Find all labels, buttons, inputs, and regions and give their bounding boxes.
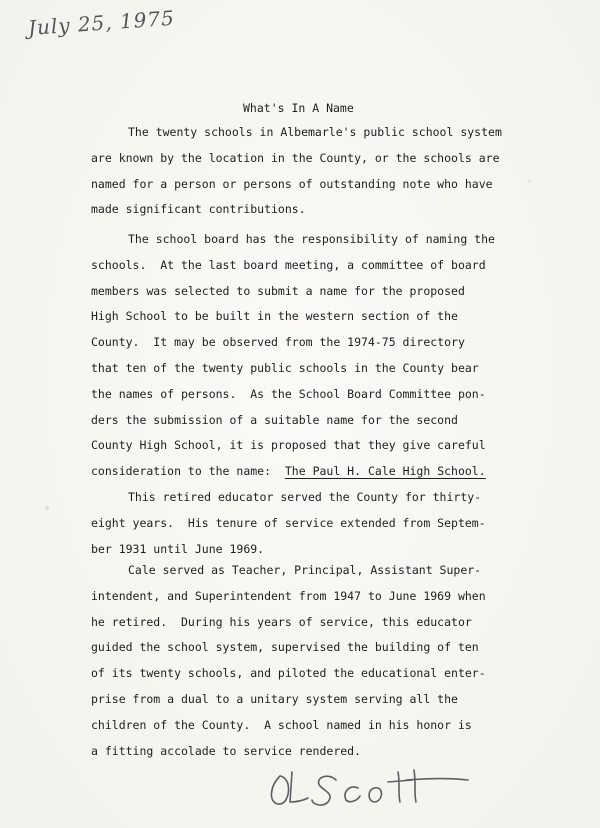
text-line: members was selected to submit a name for the proposed: [91, 283, 465, 298]
text-line: County High School, it is proposed that they give careful: [91, 438, 486, 453]
text-segment: consideration to the name:: [91, 464, 285, 479]
text-line: schools. At the last board meeting, a committee of board: [91, 257, 486, 272]
text-line: High School to be built in the western section of the: [91, 309, 458, 324]
paper-speck: [528, 180, 531, 183]
text-line: This retired educator served the County for thirty-: [128, 490, 482, 504]
text-line: County. It may be observed from the 1974-75 directory: [91, 335, 465, 350]
text-line: prise from a dual to a unitary system serving all the: [91, 691, 458, 706]
text-line: are known by the location in the County, or the schools are: [91, 150, 500, 165]
paper-speck: [45, 506, 49, 510]
text-line: a fitting accolade to service rendered.: [91, 743, 362, 758]
document-title: What's In A Name: [243, 101, 354, 115]
paragraph-2: [91, 227, 521, 485]
text-line: ders the submission of a suitable name for the second: [91, 412, 458, 427]
text-line: ber 1931 until June 1969.: [91, 541, 265, 556]
text-line: The school board has the responsibility of naming the: [128, 232, 495, 246]
proposed-school-name: The Paul H. Cale High School.: [284, 464, 486, 479]
text-line: intendent, and Superintendent from 1947 to June 1969 when: [91, 588, 486, 603]
text-line: made significant contributions.: [91, 202, 306, 217]
paragraph-1: [91, 120, 521, 223]
paragraph-4: [91, 558, 521, 764]
text-line: the names of persons. As the School Board Committee pon-: [91, 386, 486, 401]
text-line: named for a person or persons of outstanding note who have: [91, 176, 493, 191]
text-line: guided the school system, supervised the building of ten: [91, 640, 479, 655]
text-line: [91, 459, 521, 485]
text-line: he retired. During his years of service, this educator: [91, 614, 472, 629]
text-line: eight years. His tenure of service extended from Septem-: [91, 515, 486, 530]
text-line: Cale served as Teacher, Principal, Assistant Super-: [128, 563, 482, 577]
handwritten-date: July 25, 1975: [27, 5, 176, 40]
text-line: that ten of the twenty public schools in the County bear: [91, 360, 479, 375]
text-line: The twenty schools in Albemarle's public school system: [128, 125, 502, 139]
signature-image: [262, 758, 472, 818]
text-line: of its twenty schools, and piloted the educational enter-: [91, 666, 486, 681]
text-line: children of the County. A school named in his honor is: [91, 717, 472, 732]
paragraph-3: [91, 485, 521, 562]
